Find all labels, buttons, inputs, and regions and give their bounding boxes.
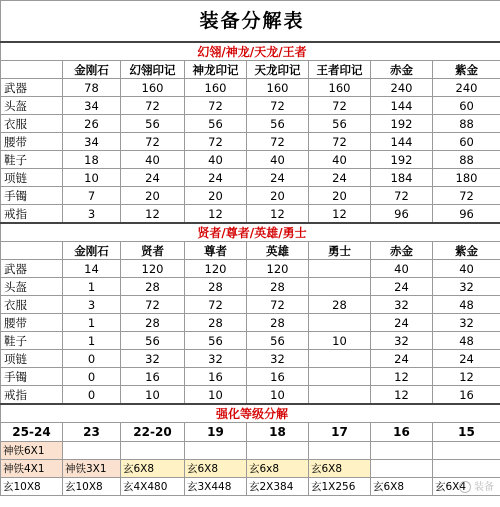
table-cell: 16 (433, 386, 500, 405)
table-cell: 144 (371, 97, 433, 115)
table-cell: 1 (63, 278, 121, 296)
watermark-text: 装备 (474, 482, 494, 493)
enhance-cell: 玄6X8 (121, 460, 185, 478)
table-cell: 20 (121, 187, 185, 205)
column-header: 紫金 (433, 242, 500, 260)
table-cell: 14 (63, 260, 121, 278)
table-cell: 24 (121, 169, 185, 187)
table-cell: 40 (433, 260, 500, 278)
table-cell: 12 (247, 205, 309, 224)
table-cell: 160 (247, 79, 309, 97)
table-cell: 28 (185, 278, 247, 296)
section2-label: 贤者/尊者/英雄/勇士 (1, 223, 500, 242)
section1-label: 幻翎/神龙/天龙/王者 (1, 42, 500, 61)
column-header: 尊者 (185, 242, 247, 260)
row-label: 手镯 (1, 187, 63, 205)
page-title: 装备分解表 (1, 1, 500, 43)
enhance-cell: 玄6X8 (371, 478, 433, 496)
enhance-cell (247, 442, 309, 460)
row-label: 手镯 (1, 368, 63, 386)
table-cell: 120 (247, 260, 309, 278)
table-cell: 20 (185, 187, 247, 205)
table-row (1, 205, 500, 224)
table-cell: 20 (309, 187, 371, 205)
table-row (1, 368, 500, 386)
table-row (1, 151, 500, 169)
table-cell (309, 278, 371, 296)
enhance-row (1, 478, 500, 496)
column-header (1, 242, 63, 260)
table-cell: 56 (309, 115, 371, 133)
enhance-cell (309, 442, 371, 460)
column-header: 勇士 (309, 242, 371, 260)
enhance-row (1, 460, 500, 478)
enhance-cell: 玄6x8 (247, 460, 309, 478)
table-cell: 180 (433, 169, 500, 187)
enhance-cell (433, 460, 500, 478)
column-header: 幻翎印记 (121, 61, 185, 79)
section1-label-row (1, 42, 500, 61)
table-cell: 72 (247, 97, 309, 115)
table-row (1, 97, 500, 115)
table-row (1, 79, 500, 97)
table-cell: 240 (433, 79, 500, 97)
row-label: 头盔 (1, 97, 63, 115)
table-cell: 28 (247, 314, 309, 332)
row-label: 衣服 (1, 296, 63, 314)
column-header: 赤金 (371, 61, 433, 79)
table-row (1, 332, 500, 350)
table-cell: 72 (185, 296, 247, 314)
table-cell: 24 (433, 350, 500, 368)
table-row (1, 115, 500, 133)
level-header-row (1, 423, 500, 442)
table-cell: 24 (309, 169, 371, 187)
table-cell: 7 (63, 187, 121, 205)
table-cell: 24 (371, 314, 433, 332)
table-cell: 10 (247, 386, 309, 405)
section3-label: 强化等级分解 (1, 404, 500, 423)
table-cell: 72 (371, 187, 433, 205)
enhance-cell: 玄3X448 (185, 478, 247, 496)
table-cell: 120 (121, 260, 185, 278)
table-cell: 72 (121, 133, 185, 151)
table-cell (309, 368, 371, 386)
row-label: 头盔 (1, 278, 63, 296)
table-cell: 72 (185, 97, 247, 115)
enhance-cell (433, 442, 500, 460)
level-header: 16 (371, 423, 433, 442)
table-cell: 1 (63, 332, 121, 350)
table-cell: 160 (121, 79, 185, 97)
level-header: 18 (247, 423, 309, 442)
table-cell: 72 (185, 133, 247, 151)
table-cell: 28 (309, 296, 371, 314)
table-cell: 16 (185, 368, 247, 386)
column-header: 紫金 (433, 61, 500, 79)
table-cell: 48 (433, 296, 500, 314)
watermark-icon (459, 481, 471, 493)
table-cell: 56 (247, 115, 309, 133)
level-header: 22-20 (121, 423, 185, 442)
table-cell: 12 (121, 205, 185, 224)
enhance-row (1, 442, 500, 460)
table-cell: 32 (121, 350, 185, 368)
table-row (1, 350, 500, 368)
table-row (1, 260, 500, 278)
table-row (1, 386, 500, 405)
table-cell: 32 (247, 350, 309, 368)
enhance-cell: 玄4X480 (121, 478, 185, 496)
table-cell: 0 (63, 386, 121, 405)
table-cell: 32 (371, 296, 433, 314)
table-cell: 56 (121, 332, 185, 350)
row-label: 项链 (1, 169, 63, 187)
table-cell: 48 (433, 332, 500, 350)
table-cell: 3 (63, 296, 121, 314)
table-cell: 10 (63, 169, 121, 187)
table-cell: 120 (185, 260, 247, 278)
watermark (459, 478, 494, 493)
table-cell (309, 260, 371, 278)
table-cell: 40 (309, 151, 371, 169)
enhance-cell: 玄10X8 (63, 478, 121, 496)
table-cell: 40 (121, 151, 185, 169)
enhance-cell: 玄6X4 (433, 478, 500, 496)
table-cell: 72 (247, 296, 309, 314)
table-cell: 40 (185, 151, 247, 169)
table-row (1, 169, 500, 187)
table-row (1, 133, 500, 151)
level-header: 25-24 (1, 423, 63, 442)
table-cell: 12 (433, 368, 500, 386)
table-row (1, 187, 500, 205)
table-cell: 1 (63, 314, 121, 332)
row-label: 项链 (1, 350, 63, 368)
row-label: 鞋子 (1, 151, 63, 169)
enhance-cell: 玄1X256 (309, 478, 371, 496)
title-row (1, 1, 500, 43)
section2-header-row (1, 242, 500, 260)
table-cell: 32 (371, 332, 433, 350)
table-cell: 28 (121, 314, 185, 332)
table-cell: 56 (247, 332, 309, 350)
table-cell: 88 (433, 151, 500, 169)
column-header (1, 61, 63, 79)
table-cell: 72 (433, 187, 500, 205)
table-cell: 240 (371, 79, 433, 97)
table-cell: 88 (433, 115, 500, 133)
row-label: 衣服 (1, 115, 63, 133)
table-cell: 32 (433, 314, 500, 332)
row-label: 戒指 (1, 386, 63, 405)
enhance-cell (63, 442, 121, 460)
table-cell: 24 (185, 169, 247, 187)
enhance-cell: 玄6X8 (309, 460, 371, 478)
table-cell: 72 (309, 97, 371, 115)
table-cell: 72 (309, 133, 371, 151)
table-cell: 40 (247, 151, 309, 169)
section3-label-row (1, 404, 500, 423)
table-cell: 56 (185, 115, 247, 133)
column-header: 金刚石 (63, 242, 121, 260)
row-label: 鞋子 (1, 332, 63, 350)
table-cell: 60 (433, 133, 500, 151)
table-cell: 12 (309, 205, 371, 224)
table-cell: 28 (247, 278, 309, 296)
level-header: 23 (63, 423, 121, 442)
column-header: 赤金 (371, 242, 433, 260)
section2-label-row (1, 223, 500, 242)
enhance-cell: 神铁6X1 (1, 442, 63, 460)
table-cell: 34 (63, 133, 121, 151)
column-header: 金刚石 (63, 61, 121, 79)
table-cell: 0 (63, 368, 121, 386)
column-header: 贤者 (121, 242, 185, 260)
row-label: 武器 (1, 260, 63, 278)
table-row (1, 314, 500, 332)
table-cell: 10 (121, 386, 185, 405)
enhance-cell: 玄6X8 (185, 460, 247, 478)
enhance-cell (371, 460, 433, 478)
table-cell: 10 (309, 332, 371, 350)
row-label: 腰带 (1, 133, 63, 151)
table-cell: 40 (371, 260, 433, 278)
table-cell: 10 (185, 386, 247, 405)
table-row (1, 278, 500, 296)
column-header: 王者印记 (309, 61, 371, 79)
table-cell: 3 (63, 205, 121, 224)
table-cell: 26 (63, 115, 121, 133)
enhance-cell: 神铁3X1 (63, 460, 121, 478)
level-header: 19 (185, 423, 247, 442)
table-cell: 34 (63, 97, 121, 115)
table-cell: 60 (433, 97, 500, 115)
table-cell (309, 350, 371, 368)
enhance-cell (371, 442, 433, 460)
table-cell: 96 (371, 205, 433, 224)
table-cell (309, 314, 371, 332)
section1-header-row (1, 61, 500, 79)
row-label: 武器 (1, 79, 63, 97)
table-cell: 160 (309, 79, 371, 97)
table-cell: 12 (371, 386, 433, 405)
table-cell: 32 (433, 278, 500, 296)
table-cell: 28 (185, 314, 247, 332)
table-cell: 72 (121, 97, 185, 115)
level-header: 15 (433, 423, 500, 442)
table-cell: 18 (63, 151, 121, 169)
table-cell: 24 (247, 169, 309, 187)
column-header: 英雄 (247, 242, 309, 260)
enhance-cell: 神铁4X1 (1, 460, 63, 478)
table-cell: 16 (247, 368, 309, 386)
level-header: 17 (309, 423, 371, 442)
enhance-cell (185, 442, 247, 460)
table-cell (309, 386, 371, 405)
table-cell: 56 (185, 332, 247, 350)
row-label: 腰带 (1, 314, 63, 332)
enhance-cell: 玄10X8 (1, 478, 63, 496)
column-header: 天龙印记 (247, 61, 309, 79)
table-cell: 28 (121, 278, 185, 296)
enhance-cell: 玄2X384 (247, 478, 309, 496)
table-cell: 16 (121, 368, 185, 386)
table-cell: 144 (371, 133, 433, 151)
table-cell: 184 (371, 169, 433, 187)
table-cell: 12 (371, 368, 433, 386)
table-cell: 78 (63, 79, 121, 97)
table-cell: 160 (185, 79, 247, 97)
table-cell: 24 (371, 350, 433, 368)
table-cell: 192 (371, 115, 433, 133)
table-cell: 96 (433, 205, 500, 224)
table-cell: 12 (185, 205, 247, 224)
table-cell: 24 (371, 278, 433, 296)
table-cell: 72 (121, 296, 185, 314)
table-row (1, 296, 500, 314)
table-cell: 56 (121, 115, 185, 133)
table-cell: 72 (247, 133, 309, 151)
row-label: 戒指 (1, 205, 63, 224)
table-cell: 0 (63, 350, 121, 368)
enhance-cell (121, 442, 185, 460)
table-cell: 20 (247, 187, 309, 205)
column-header: 神龙印记 (185, 61, 247, 79)
table-cell: 32 (185, 350, 247, 368)
table-cell: 192 (371, 151, 433, 169)
